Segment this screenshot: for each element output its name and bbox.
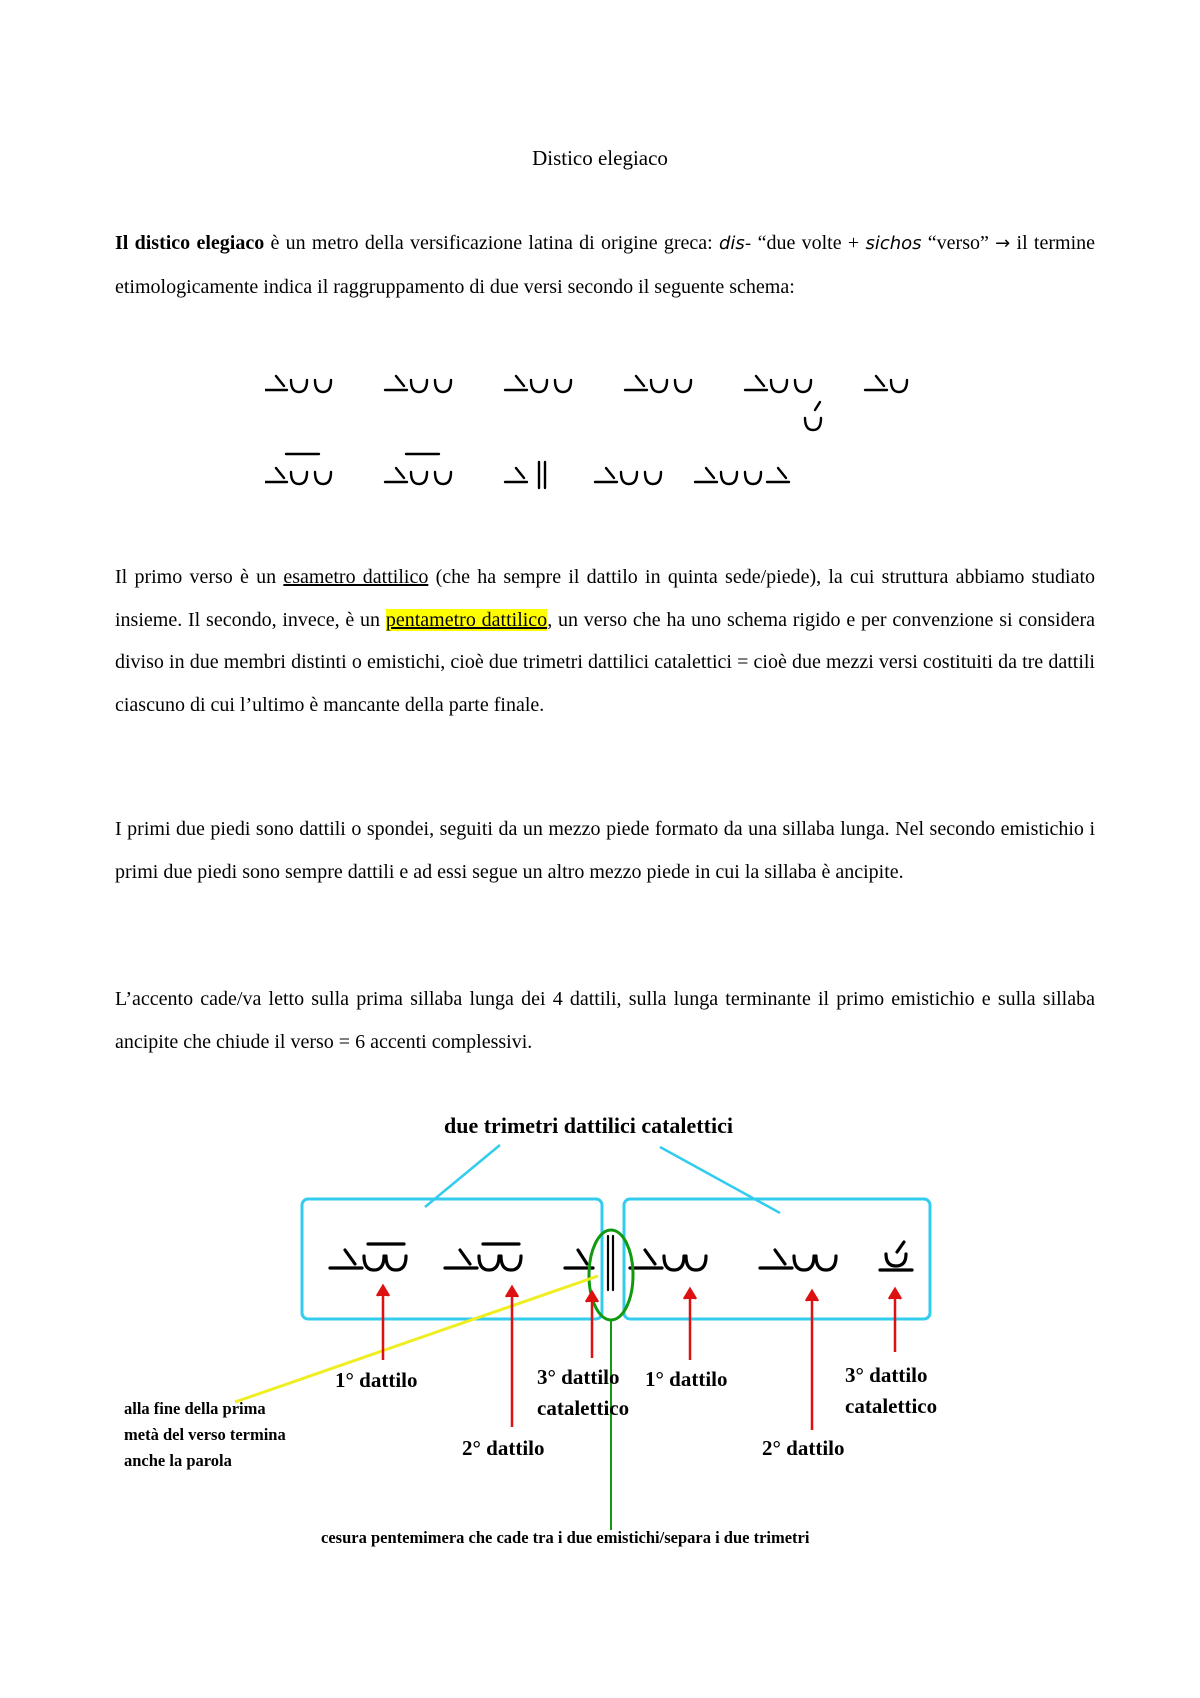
right-hemistich-box xyxy=(624,1199,930,1319)
pentametro-term: pentametro dattilico xyxy=(385,608,548,631)
label-d1-right: 1° dattilo xyxy=(645,1367,728,1391)
intro-bold-lead: Il distico elegiaco xyxy=(115,232,265,254)
word-end-note-line-1: alla fine della prima xyxy=(124,1399,266,1418)
word-end-note xyxy=(124,1396,286,1474)
foot-arrows xyxy=(377,1286,901,1430)
intro-text-2: “due volte + xyxy=(751,232,866,254)
label-d2-left: 2° dattilo xyxy=(462,1436,545,1460)
label-d3-left-a: 3° dattilo xyxy=(537,1365,620,1389)
word-end-note-line-3: anche la parola xyxy=(124,1451,232,1470)
intro-dis: dis- xyxy=(719,233,752,254)
label-d3-right-a: 3° dattilo xyxy=(845,1363,928,1387)
intro-text-1: è un metro della versificazione latina di origine greca: xyxy=(264,232,719,254)
label-d2-right: 2° dattilo xyxy=(762,1436,845,1460)
label-d3-left-b: catalettico xyxy=(537,1396,630,1420)
intro-sichos: sichos xyxy=(865,233,922,254)
left-hemistich-box xyxy=(302,1199,602,1319)
accent-text: L’accento cade/va letto sulla prima sillaba lunga dei 4 dattili, sulla lunga terminante il primo emistichio e sulla sillaba ancipite che chiude il verso = 6 accenti complessivi. xyxy=(115,988,1095,1053)
right-arrow-icon: → xyxy=(995,233,1011,254)
intro-text-4: il termine etimologicamente indica il raggruppamento di due versi secondo il seguente schema: xyxy=(115,232,1096,298)
verse-text-1: Il primo verso è un xyxy=(115,566,284,588)
caesura-caption: cesura pentemimera che cade tra i due emistichi/separa i due trimetri xyxy=(321,1528,810,1547)
intro-text-3: “verso” xyxy=(921,232,996,254)
verse-text-3: , un verso che ha uno schema rigido e per convenzione si considera diviso in due membri distinti o emistichi, cioè due trimetri dattilici catalettici = cioè due mezzi versi costituiti da tre dattili ciascuno di cui l’ultimo è mancante della parte finale. xyxy=(115,608,1096,716)
label-d3-right-b: catalettico xyxy=(845,1394,938,1418)
esametro-term: esametro dattilico xyxy=(283,566,429,588)
diagram-scheme xyxy=(330,1236,912,1290)
heading-connector-right xyxy=(660,1147,780,1213)
feet-text: I primi due piedi sono dattili o spondei, seguiti da un mezzo piede formato da una sillaba lunga. Nel secondo emistichio i primi due piedi sono sempre dattili e ad essi segue un altro mezzo piede in cui la sillaba è ancipite. xyxy=(115,818,1095,883)
page-title: Distico elegiaco xyxy=(532,146,668,170)
verse-text-2: (che ha sempre il dattilo in quinta sede/piede), la cui struttura abbiamo studiato insieme. Il secondo, invece, è un xyxy=(115,566,1095,631)
caesura-ellipse xyxy=(589,1230,633,1320)
label-d1-left: 1° dattilo xyxy=(335,1368,418,1392)
word-end-note-line-2: metà del verso termina xyxy=(124,1425,286,1444)
diagram-heading: due trimetri dattilici catalettici xyxy=(444,1113,733,1138)
